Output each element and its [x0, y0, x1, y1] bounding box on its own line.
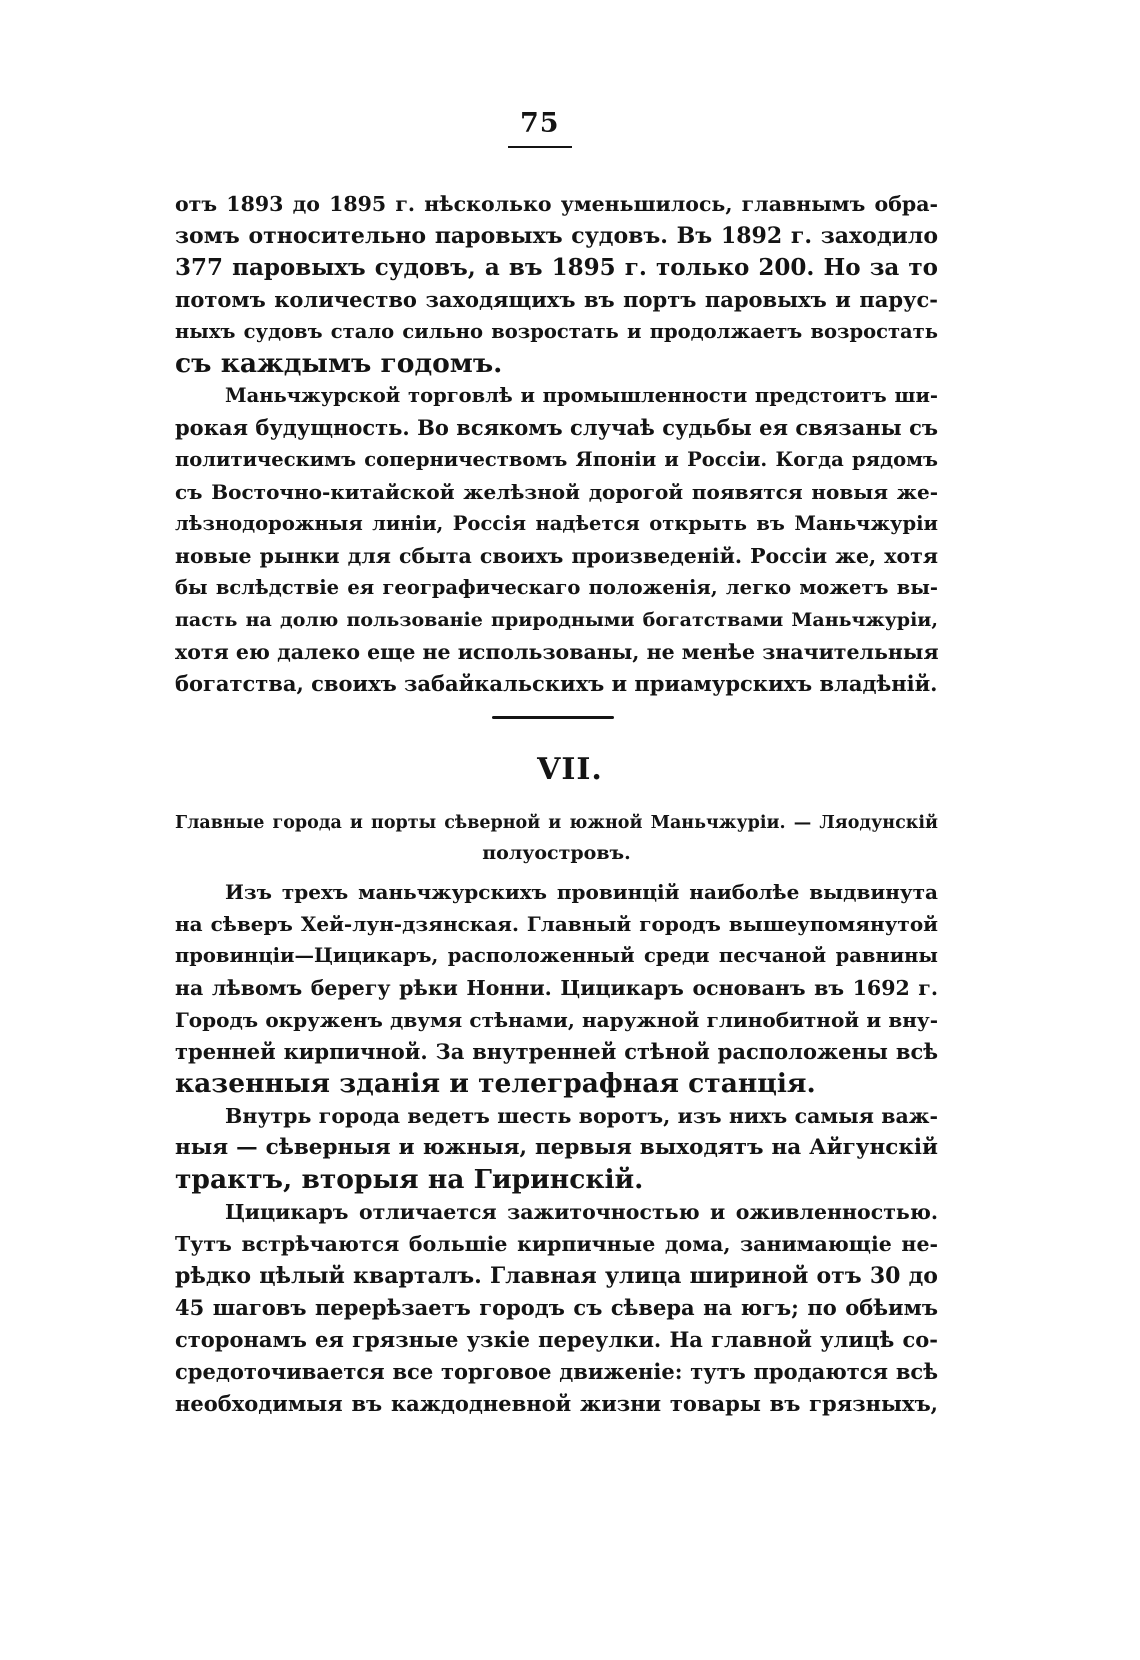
page-number-underline [508, 146, 572, 148]
text-line: пасть на долю пользованіе природными богатствами Маньчжуріи, [175, 609, 938, 631]
text-line: Городъ окруженъ двумя стѣнами, наружной глинобитной и вну- [175, 1008, 938, 1032]
text-line: необходимыя въ каждодневной жизни товары въ грязныхъ, [175, 1391, 938, 1416]
text-line: лѣзнодорожныя линіи, Россія надѣется открыть въ Маньчжуріи [175, 512, 938, 535]
text-line: Изъ трехъ маньчжурскихъ провинцій наиболѣе выдвинута [225, 880, 938, 904]
paragraph-city-gates [175, 1100, 938, 1196]
text-line: 45 шаговъ перерѣзаетъ городъ съ сѣвера на югъ; по обѣимъ [175, 1295, 938, 1320]
page-number: 75 [520, 108, 560, 139]
text-line: тренней кирпичной. За внутренней стѣной расположены всѣ [175, 1039, 938, 1064]
chapter-number: VII. [537, 752, 603, 787]
text-line: бы вслѣдствіе ея географическаго положенія, легко можетъ вы- [175, 576, 938, 599]
text-line: потомъ количество заходящихъ въ портъ паровыхъ и парус- [175, 287, 938, 312]
text-line: Цицикаръ отличается зажиточностью и оживленностью. [225, 1200, 938, 1224]
text-line: ныхъ судовъ стало сильно возростать и продолжаетъ возростать [175, 320, 938, 343]
text-line: на сѣверъ Хей-лун-дзянская. Главный городъ вышеупомянутой [175, 912, 938, 936]
text-line: казенныя зданія и телеграфная станція. [175, 1068, 816, 1099]
paragraph-tsitsikar-intro [175, 876, 938, 1100]
text-line: зомъ относительно паровыхъ судовъ. Въ 1892 г. заходило [175, 223, 938, 249]
text-line: новые рынки для сбыта своихъ произведеній. Россіи же, хотя [175, 544, 938, 568]
chapter-title [175, 808, 938, 868]
text-line: провинціи—Цицикаръ, расположенный среди песчаной равнины [175, 944, 938, 967]
paragraph-continuation [175, 188, 938, 380]
text-line: Тутъ встрѣчаются большіе кирпичные дома, занимающіе не- [175, 1232, 938, 1256]
text-line: Маньчжурской торговлѣ и промышленности предстоитъ ши- [225, 384, 938, 407]
text-line: политическимъ соперничествомъ Японіи и Россіи. Когда рядомъ [175, 448, 938, 471]
text-line: съ Восточно-китайской желѣзной дорогой появятся новыя же- [175, 480, 938, 504]
text-line: хотя ею далеко еще не использованы, не менѣе значительныя [175, 640, 939, 664]
paragraph-city-description [175, 1196, 938, 1420]
chapter-title-line: полуостровъ. [482, 842, 631, 864]
text-line: ныя — сѣверныя и южныя, первыя выходятъ на Айгунскій [175, 1135, 938, 1160]
paragraph-trade-future [175, 380, 938, 700]
text-line: на лѣвомъ берегу рѣки Нонни. Цицикаръ основанъ въ 1692 г. [175, 976, 938, 1000]
chapter-title-line: Главные города и порты сѣверной и южной Маньчжуріи. — Ляодунскій [175, 813, 938, 833]
text-line: трактъ, вторыя на Гиринскій. [175, 1164, 644, 1195]
text-line: средоточивается все торговое движеніе: тутъ продаются всѣ [175, 1359, 938, 1384]
text-line: съ каждымъ годомъ. [175, 348, 503, 379]
text-line: Внутрь города ведетъ шесть воротъ, изъ нихъ самыя важ- [225, 1104, 938, 1128]
text-line: отъ 1893 до 1895 г. нѣсколько уменьшилось, главнымъ обра- [175, 192, 938, 216]
text-line: 377 паровыхъ судовъ, а въ 1895 г. только 200. Но за то [175, 254, 938, 281]
section-separator-rule [492, 716, 614, 719]
text-line: сторонамъ ея грязные узкіе переулки. На главной улицѣ со- [175, 1327, 938, 1352]
text-line: богатства, своихъ забайкальскихъ и приамурскихъ владѣній. [175, 671, 938, 696]
text-line: рѣдко цѣлый кварталъ. Главная улица шириной отъ 30 до [175, 1263, 938, 1289]
text-line: рокая будущность. Во всякомъ случаѣ судьбы ея связаны съ [175, 415, 938, 440]
